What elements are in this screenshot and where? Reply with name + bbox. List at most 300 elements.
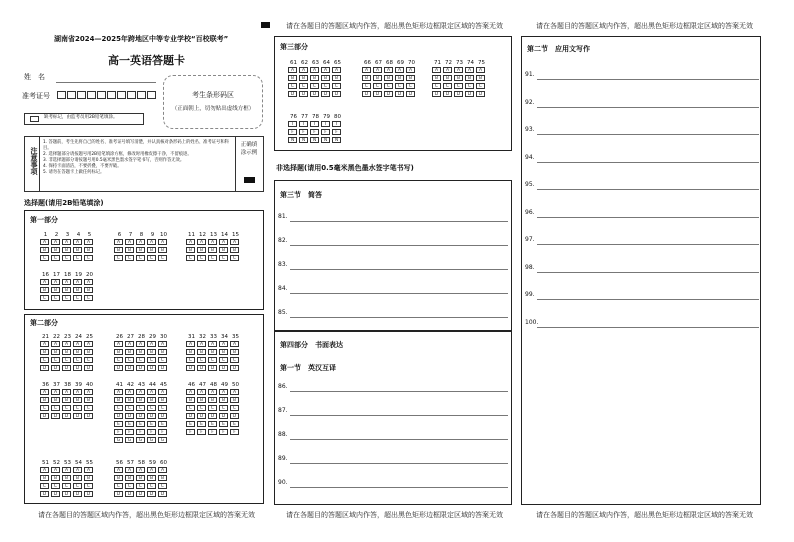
answer-line[interactable] [537,134,759,135]
answer-bubble-d[interactable]: D [186,365,195,371]
answer-bubble-d[interactable]: D [476,91,485,97]
answer-bubble-f[interactable]: F [288,129,297,135]
answer-bubble-c[interactable]: C [51,483,60,489]
answer-bubble-c[interactable]: C [62,405,71,411]
answer-bubble-b[interactable]: B [454,75,463,81]
answer-bubble-c[interactable]: C [432,83,441,89]
answer-bubble-b[interactable]: B [147,475,156,481]
answer-bubble-c[interactable]: C [219,405,228,411]
answer-bubble-b[interactable]: B [208,247,217,253]
answer-line[interactable] [537,244,759,245]
answer-bubble-c[interactable]: C [230,405,239,411]
answer-bubble-b[interactable]: B [310,75,319,81]
answer-bubble-b[interactable]: B [51,287,60,293]
answer-bubble-d[interactable]: D [208,365,217,371]
answer-bubble-d[interactable]: D [219,365,228,371]
answer-bubble-d[interactable]: D [147,365,156,371]
answer-bubble-e[interactable]: E [136,421,145,427]
answer-bubble-c[interactable]: C [136,483,145,489]
answer-bubble-c[interactable]: C [443,83,452,89]
answer-bubble-a[interactable]: A [197,239,206,245]
answer-bubble-a[interactable]: A [186,389,195,395]
answer-bubble-d[interactable]: D [73,413,82,419]
answer-bubble-a[interactable]: A [197,341,206,347]
answer-bubble-e[interactable]: E [114,421,123,427]
answer-bubble-c[interactable]: C [73,405,82,411]
answer-bubble-a[interactable]: A [136,389,145,395]
answer-bubble-b[interactable]: B [186,247,195,253]
answer-bubble-b[interactable]: B [51,397,60,403]
answer-line[interactable] [537,327,759,328]
answer-bubble-b[interactable]: B [299,75,308,81]
answer-bubble-d[interactable]: D [465,91,474,97]
answer-bubble-c[interactable]: C [373,83,382,89]
answer-bubble-a[interactable]: A [73,239,82,245]
answer-bubble-c[interactable]: C [230,357,239,363]
answer-bubble-g[interactable]: G [147,437,156,443]
answer-bubble-a[interactable]: A [40,279,49,285]
answer-line[interactable] [290,439,508,440]
answer-bubble-d[interactable]: D [51,491,60,497]
answer-line[interactable] [290,221,508,222]
answer-bubble-d[interactable]: D [219,413,228,419]
answer-bubble-f[interactable]: F [299,129,308,135]
answer-bubble-c[interactable]: C [332,83,341,89]
answer-bubble-d[interactable]: D [84,365,93,371]
answer-bubble-b[interactable]: B [332,75,341,81]
answer-bubble-d[interactable]: D [73,491,82,497]
answer-bubble-a[interactable]: A [332,67,341,73]
answer-bubble-b[interactable]: B [321,75,330,81]
answer-bubble-a[interactable]: A [62,279,71,285]
answer-bubble-d[interactable]: D [197,365,206,371]
answer-bubble-a[interactable]: A [454,67,463,73]
answer-bubble-b[interactable]: B [136,397,145,403]
answer-bubble-a[interactable]: A [136,467,145,473]
answer-bubble-c[interactable]: C [362,83,371,89]
answer-bubble-c[interactable]: C [40,405,49,411]
answer-bubble-d[interactable]: D [443,91,452,97]
answer-bubble-c[interactable]: C [40,295,49,301]
answer-bubble-f[interactable]: F [197,429,206,435]
answer-bubble-c[interactable]: C [208,357,217,363]
answer-bubble-t[interactable]: T [310,121,319,127]
answer-bubble-c[interactable]: C [208,255,217,261]
answer-bubble-c[interactable]: C [114,357,123,363]
answer-bubble-a[interactable]: A [114,389,123,395]
answer-bubble-f[interactable]: F [321,129,330,135]
answer-line[interactable] [290,463,508,464]
answer-line[interactable] [537,162,759,163]
ticket-digit-box[interactable] [117,91,126,99]
answer-bubble-d[interactable]: D [136,365,145,371]
answer-bubble-f[interactable]: F [125,429,134,435]
answer-bubble-c[interactable]: C [147,405,156,411]
answer-bubble-f[interactable]: F [186,429,195,435]
answer-line[interactable] [537,217,759,218]
answer-bubble-d[interactable]: D [230,413,239,419]
answer-line[interactable] [290,487,508,488]
answer-bubble-n[interactable]: N [310,137,319,143]
answer-bubble-a[interactable]: A [373,67,382,73]
answer-bubble-d[interactable]: D [310,91,319,97]
answer-bubble-c[interactable]: C [208,405,217,411]
answer-bubble-a[interactable]: A [125,341,134,347]
answer-bubble-c[interactable]: C [186,405,195,411]
answer-bubble-b[interactable]: B [51,247,60,253]
answer-bubble-b[interactable]: B [219,349,228,355]
answer-bubble-d[interactable]: D [432,91,441,97]
answer-bubble-b[interactable]: B [125,349,134,355]
answer-bubble-c[interactable]: C [51,357,60,363]
answer-bubble-d[interactable]: D [454,91,463,97]
answer-bubble-b[interactable]: B [40,475,49,481]
answer-bubble-b[interactable]: B [114,475,123,481]
answer-bubble-c[interactable]: C [73,255,82,261]
answer-bubble-d[interactable]: D [136,413,145,419]
answer-bubble-f[interactable]: F [310,129,319,135]
ticket-digit-box[interactable] [87,91,96,99]
answer-bubble-a[interactable]: A [158,389,167,395]
answer-bubble-d[interactable]: D [406,91,415,97]
answer-bubble-c[interactable]: C [62,483,71,489]
name-field[interactable] [56,82,156,83]
answer-bubble-g[interactable]: G [125,437,134,443]
answer-bubble-b[interactable]: B [197,397,206,403]
answer-bubble-c[interactable]: C [299,83,308,89]
answer-bubble-c[interactable]: C [84,405,93,411]
answer-bubble-b[interactable]: B [84,247,93,253]
answer-bubble-b[interactable]: B [51,475,60,481]
answer-bubble-a[interactable]: A [73,467,82,473]
answer-line[interactable] [290,269,508,270]
answer-bubble-c[interactable]: C [147,483,156,489]
answer-bubble-c[interactable]: C [114,483,123,489]
answer-bubble-b[interactable]: B [84,397,93,403]
answer-line[interactable] [537,272,759,273]
answer-bubble-c[interactable]: C [114,405,123,411]
answer-bubble-a[interactable]: A [147,239,156,245]
answer-bubble-a[interactable]: A [476,67,485,73]
answer-line[interactable] [290,317,508,318]
answer-bubble-a[interactable]: A [208,341,217,347]
answer-bubble-b[interactable]: B [147,247,156,253]
answer-bubble-c[interactable]: C [136,255,145,261]
ticket-digit-box[interactable] [57,91,66,99]
answer-bubble-c[interactable]: C [219,255,228,261]
answer-bubble-d[interactable]: D [84,413,93,419]
answer-bubble-b[interactable]: B [73,349,82,355]
answer-bubble-b[interactable]: B [208,397,217,403]
answer-bubble-b[interactable]: B [443,75,452,81]
answer-bubble-b[interactable]: B [432,75,441,81]
answer-bubble-a[interactable]: A [114,341,123,347]
answer-bubble-a[interactable]: A [158,467,167,473]
answer-bubble-c[interactable]: C [288,83,297,89]
answer-bubble-c[interactable]: C [384,83,393,89]
answer-bubble-c[interactable]: C [125,483,134,489]
answer-bubble-e[interactable]: E [158,421,167,427]
answer-bubble-c[interactable]: C [84,295,93,301]
answer-line[interactable] [537,79,759,80]
answer-bubble-a[interactable]: A [310,67,319,73]
answer-bubble-b[interactable]: B [125,397,134,403]
answer-bubble-b[interactable]: B [136,349,145,355]
answer-bubble-d[interactable]: D [158,365,167,371]
answer-bubble-e[interactable]: E [208,421,217,427]
answer-bubble-e[interactable]: E [147,421,156,427]
answer-bubble-b[interactable]: B [288,75,297,81]
answer-bubble-d[interactable]: D [186,413,195,419]
ticket-digit-box[interactable] [67,91,76,99]
answer-bubble-a[interactable]: A [432,67,441,73]
answer-bubble-a[interactable]: A [51,389,60,395]
answer-bubble-c[interactable]: C [395,83,404,89]
answer-bubble-b[interactable]: B [208,349,217,355]
answer-bubble-a[interactable]: A [230,389,239,395]
answer-bubble-a[interactable]: A [51,467,60,473]
answer-bubble-a[interactable]: A [186,341,195,347]
answer-bubble-b[interactable]: B [62,247,71,253]
answer-bubble-a[interactable]: A [84,239,93,245]
answer-bubble-c[interactable]: C [158,255,167,261]
answer-bubble-a[interactable]: A [219,239,228,245]
answer-bubble-d[interactable]: D [288,91,297,97]
answer-bubble-b[interactable]: B [197,349,206,355]
answer-bubble-b[interactable]: B [51,349,60,355]
answer-bubble-a[interactable]: A [40,239,49,245]
answer-bubble-n[interactable]: N [321,137,330,143]
answer-bubble-c[interactable]: C [158,357,167,363]
answer-bubble-b[interactable]: B [84,475,93,481]
answer-bubble-b[interactable]: B [230,247,239,253]
answer-bubble-c[interactable]: C [51,295,60,301]
answer-bubble-b[interactable]: B [230,397,239,403]
answer-bubble-a[interactable]: A [147,389,156,395]
answer-bubble-b[interactable]: B [73,475,82,481]
answer-bubble-d[interactable]: D [136,491,145,497]
answer-bubble-c[interactable]: C [158,405,167,411]
answer-bubble-d[interactable]: D [158,491,167,497]
answer-bubble-d[interactable]: D [147,491,156,497]
answer-bubble-a[interactable]: A [114,467,123,473]
answer-bubble-b[interactable]: B [219,397,228,403]
answer-bubble-a[interactable]: A [125,389,134,395]
answer-bubble-c[interactable]: C [136,357,145,363]
answer-bubble-a[interactable]: A [465,67,474,73]
answer-bubble-f[interactable]: F [114,429,123,435]
answer-bubble-b[interactable]: B [395,75,404,81]
ticket-digit-box[interactable] [127,91,136,99]
answer-bubble-b[interactable]: B [219,247,228,253]
answer-bubble-a[interactable]: A [395,67,404,73]
answer-bubble-e[interactable]: E [186,421,195,427]
answer-bubble-a[interactable]: A [158,341,167,347]
answer-bubble-b[interactable]: B [136,475,145,481]
answer-bubble-d[interactable]: D [321,91,330,97]
answer-bubble-c[interactable]: C [158,483,167,489]
ticket-number-boxes[interactable] [57,91,157,99]
answer-bubble-a[interactable]: A [197,389,206,395]
answer-bubble-a[interactable]: A [51,341,60,347]
answer-bubble-f[interactable]: F [208,429,217,435]
answer-bubble-g[interactable]: G [158,437,167,443]
answer-line[interactable] [290,415,508,416]
answer-bubble-b[interactable]: B [40,247,49,253]
answer-bubble-d[interactable]: D [208,413,217,419]
answer-bubble-b[interactable]: B [62,475,71,481]
answer-bubble-c[interactable]: C [51,255,60,261]
answer-bubble-b[interactable]: B [186,397,195,403]
ticket-digit-box[interactable] [137,91,146,99]
answer-bubble-c[interactable]: C [465,83,474,89]
answer-bubble-d[interactable]: D [40,365,49,371]
answer-bubble-d[interactable]: D [147,413,156,419]
answer-bubble-b[interactable]: B [373,75,382,81]
answer-bubble-a[interactable]: A [406,67,415,73]
answer-bubble-a[interactable]: A [136,239,145,245]
answer-bubble-b[interactable]: B [114,349,123,355]
answer-bubble-d[interactable]: D [51,413,60,419]
answer-bubble-f[interactable]: F [230,429,239,435]
answer-bubble-a[interactable]: A [125,467,134,473]
answer-bubble-b[interactable]: B [73,287,82,293]
answer-bubble-b[interactable]: B [384,75,393,81]
answer-bubble-c[interactable]: C [186,357,195,363]
answer-bubble-n[interactable]: N [299,137,308,143]
answer-bubble-a[interactable]: A [219,341,228,347]
answer-bubble-c[interactable]: C [125,405,134,411]
answer-bubble-c[interactable]: C [197,405,206,411]
answer-line[interactable] [290,245,508,246]
answer-bubble-d[interactable]: D [114,365,123,371]
answer-line[interactable] [537,189,759,190]
answer-bubble-d[interactable]: D [40,413,49,419]
answer-bubble-c[interactable]: C [73,483,82,489]
answer-bubble-a[interactable]: A [40,467,49,473]
answer-bubble-a[interactable]: A [125,239,134,245]
answer-line[interactable] [290,391,508,392]
answer-bubble-b[interactable]: B [136,247,145,253]
answer-bubble-a[interactable]: A [73,279,82,285]
answer-bubble-c[interactable]: C [186,255,195,261]
answer-bubble-b[interactable]: B [125,475,134,481]
answer-bubble-f[interactable]: F [158,429,167,435]
answer-bubble-b[interactable]: B [40,349,49,355]
absent-checkbox[interactable] [30,116,39,122]
answer-bubble-d[interactable]: D [230,365,239,371]
answer-bubble-a[interactable]: A [51,279,60,285]
answer-bubble-b[interactable]: B [84,349,93,355]
answer-bubble-a[interactable]: A [51,239,60,245]
answer-bubble-n[interactable]: N [332,137,341,143]
answer-bubble-b[interactable]: B [125,247,134,253]
answer-bubble-a[interactable]: A [219,389,228,395]
ticket-digit-box[interactable] [107,91,116,99]
answer-bubble-b[interactable]: B [73,247,82,253]
answer-bubble-c[interactable]: C [84,255,93,261]
ticket-digit-box[interactable] [97,91,106,99]
answer-bubble-b[interactable]: B [406,75,415,81]
answer-bubble-t[interactable]: T [332,121,341,127]
answer-bubble-d[interactable]: D [332,91,341,97]
answer-bubble-a[interactable]: A [208,389,217,395]
answer-line[interactable] [537,299,759,300]
answer-bubble-e[interactable]: E [219,421,228,427]
answer-bubble-a[interactable]: A [443,67,452,73]
answer-bubble-d[interactable]: D [158,413,167,419]
answer-bubble-a[interactable]: A [299,67,308,73]
answer-bubble-a[interactable]: A [62,467,71,473]
answer-bubble-b[interactable]: B [230,349,239,355]
answer-bubble-d[interactable]: D [125,491,134,497]
answer-bubble-b[interactable]: B [62,287,71,293]
answer-bubble-c[interactable]: C [114,255,123,261]
answer-line[interactable] [537,107,759,108]
answer-bubble-b[interactable]: B [73,397,82,403]
answer-bubble-e[interactable]: E [197,421,206,427]
answer-bubble-b[interactable]: B [147,349,156,355]
answer-bubble-d[interactable]: D [62,413,71,419]
answer-bubble-d[interactable]: D [197,413,206,419]
answer-bubble-b[interactable]: B [114,397,123,403]
answer-bubble-a[interactable]: A [84,279,93,285]
answer-bubble-b[interactable]: B [158,475,167,481]
answer-bubble-b[interactable]: B [147,397,156,403]
answer-bubble-a[interactable]: A [62,389,71,395]
ticket-digit-box[interactable] [77,91,86,99]
answer-bubble-b[interactable]: B [40,287,49,293]
answer-bubble-d[interactable]: D [40,491,49,497]
answer-bubble-c[interactable]: C [476,83,485,89]
answer-bubble-b[interactable]: B [158,247,167,253]
answer-bubble-a[interactable]: A [147,341,156,347]
answer-bubble-b[interactable]: B [197,247,206,253]
answer-bubble-c[interactable]: C [84,483,93,489]
answer-bubble-a[interactable]: A [40,341,49,347]
answer-bubble-d[interactable]: D [51,365,60,371]
answer-bubble-a[interactable]: A [136,341,145,347]
answer-bubble-d[interactable]: D [114,491,123,497]
answer-bubble-d[interactable]: D [125,413,134,419]
answer-bubble-c[interactable]: C [62,255,71,261]
answer-bubble-b[interactable]: B [158,349,167,355]
answer-bubble-c[interactable]: C [62,357,71,363]
answer-bubble-c[interactable]: C [310,83,319,89]
answer-bubble-a[interactable]: A [84,467,93,473]
answer-bubble-d[interactable]: D [373,91,382,97]
answer-bubble-b[interactable]: B [62,349,71,355]
answer-bubble-a[interactable]: A [84,341,93,347]
answer-bubble-a[interactable]: A [62,341,71,347]
answer-bubble-d[interactable]: D [84,491,93,497]
answer-bubble-b[interactable]: B [84,287,93,293]
answer-bubble-d[interactable]: D [384,91,393,97]
answer-bubble-b[interactable]: B [186,349,195,355]
answer-bubble-d[interactable]: D [395,91,404,97]
answer-bubble-d[interactable]: D [299,91,308,97]
answer-bubble-a[interactable]: A [321,67,330,73]
answer-bubble-a[interactable]: A [73,341,82,347]
answer-bubble-d[interactable]: D [73,365,82,371]
answer-bubble-c[interactable]: C [147,357,156,363]
answer-bubble-f[interactable]: F [136,429,145,435]
answer-bubble-f[interactable]: F [332,129,341,135]
answer-bubble-d[interactable]: D [125,365,134,371]
answer-bubble-a[interactable]: A [362,67,371,73]
answer-bubble-f[interactable]: F [147,429,156,435]
answer-bubble-c[interactable]: C [125,357,134,363]
